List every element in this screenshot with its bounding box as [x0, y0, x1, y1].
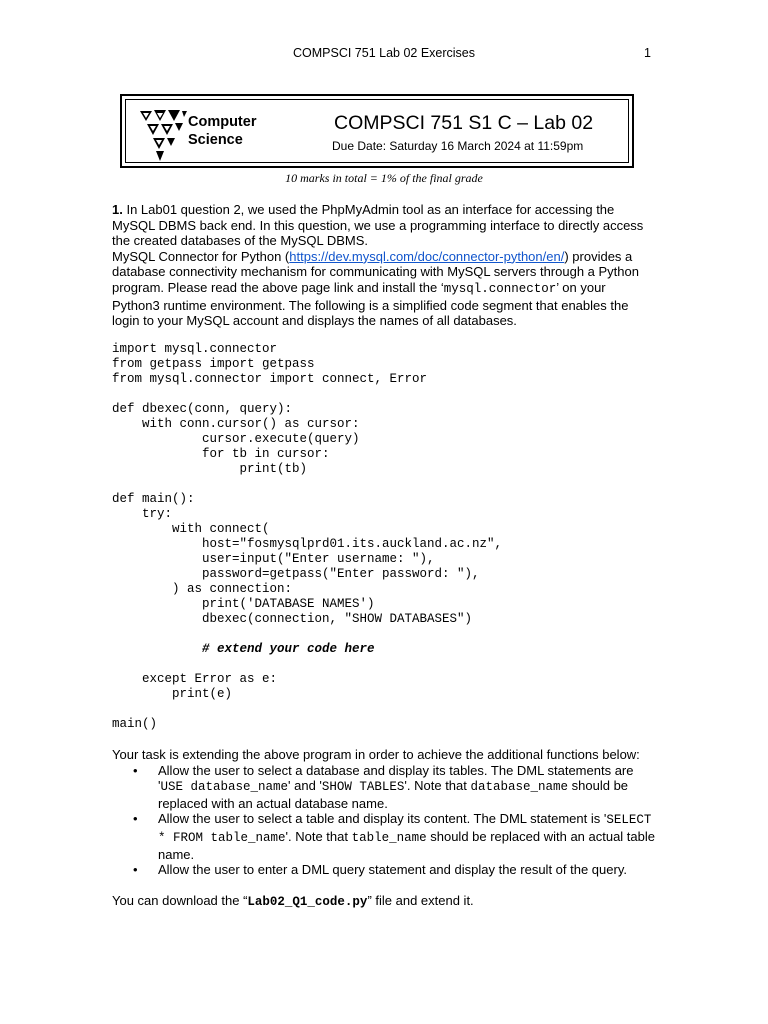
bullet2-text-b: '. Note that: [285, 828, 352, 844]
running-header-title: COMPSCI 751 Lab 02 Exercises: [292, 46, 476, 60]
bullet1-text-b: ' and ': [288, 778, 322, 794]
computer-science-logo-icon: [138, 107, 188, 163]
banner-inner-frame: [125, 99, 629, 163]
bullet1-text-d: should be replaced with an actual database name.: [158, 778, 629, 811]
question-number: 1.: [112, 202, 123, 217]
bullet1-code-database-name: database_name: [470, 780, 569, 795]
download-filename: Lab02_Q1_code.py: [247, 895, 368, 909]
question-1-text: [112, 202, 654, 329]
list-item: [112, 862, 657, 878]
lab-title: COMPSCI 751 S1 C – Lab 02: [334, 112, 594, 134]
marks-note: 10 marks in total = 1% of the final grade: [285, 171, 483, 185]
connector-prefix: MySQL Connector for Python (: [112, 248, 290, 264]
download-text-b: ” file and extend it.: [367, 893, 474, 908]
bullet-icon: •: [133, 811, 138, 827]
bullet1-code-show-tables: SHOW TABLES: [321, 780, 405, 795]
connector-module-code: mysql.connector: [443, 281, 557, 296]
intro-text: In Lab01 question 2, we used the PhpMyAdmin tool as an interface for accessing the MySQL DBMS back end. In this question, we use a programming interface to directly access the created databases of the MySQL DBMS.: [112, 202, 644, 249]
bullet2-code-table-name: table_name: [351, 830, 427, 845]
list-item: [112, 763, 657, 812]
download-note: [112, 893, 474, 909]
bullet3-text: Allow the user to enter a DML query statement and display the result of the query.: [158, 862, 627, 878]
code-after: except Error as e: print(e) main(): [112, 672, 278, 731]
task-intro: Your task is extending the above program in order to achieve the additional functions below:: [112, 747, 640, 762]
connector-end: ’ on your Python3 runtime environment. The following is a simplified code segment that enables the login to your MySQL account and displays the names of all databases.: [112, 279, 629, 329]
code-comment: # extend your code here: [202, 642, 375, 656]
bullet2-text-c: should be replaced with an actual table name.: [158, 828, 656, 862]
bullet1-text-c: '. Note that: [404, 778, 471, 794]
task-list: [112, 763, 657, 878]
connector-python-link[interactable]: https://dev.mysql.com/doc/connector-python/en/: [289, 248, 565, 264]
list-item: [112, 811, 657, 862]
connector-paragraph: [112, 249, 654, 329]
question-1-intro: [112, 202, 654, 249]
bullet1-text-a: Allow the user to select a database and display its tables. The DML statements are ': [158, 762, 634, 794]
title-banner: [120, 94, 634, 168]
bullet1-code-use: USE database_name: [160, 780, 289, 795]
code-before: import mysql.connector from getpass import getpass from mysql.connector import connect, Error def dbexec(conn, query): with conn.cursor() as cursor: cursor.execute(query) for tb in cursor: print(tb) def main(): try: with connect( host="fosmysqlprd01.its.auckland.ac.nz", user=input("Enter username: "), password=getpass("Enter password: "), ) as connection: print('DATABASE NAMES') dbexec(connection, "SHOW DATABASES"): [112, 342, 503, 626]
task-section: [112, 747, 657, 878]
connector-mid: ) provides a database connectivity mechanism for communicating with MySQL servers through a Python program. Please read the above page link and install the ‘: [112, 248, 639, 295]
download-text-a: You can download the “: [112, 893, 248, 908]
due-date: Due Date: Saturday 16 March 2024 at 11:59pm: [332, 139, 584, 153]
logo-wordmark: [188, 113, 256, 149]
page-number: 1: [644, 46, 651, 60]
code-listing: [112, 342, 502, 732]
bullet2-code-select: SELECT * FROM table_name: [158, 813, 652, 845]
logo-line-2: Science: [188, 132, 243, 148]
bullet-icon: •: [133, 762, 138, 778]
logo-line-1: Computer: [188, 114, 257, 130]
bullet-icon: •: [133, 862, 138, 878]
bullet2-text-a: Allow the user to select a table and display its content. The DML statement is ': [158, 811, 607, 827]
